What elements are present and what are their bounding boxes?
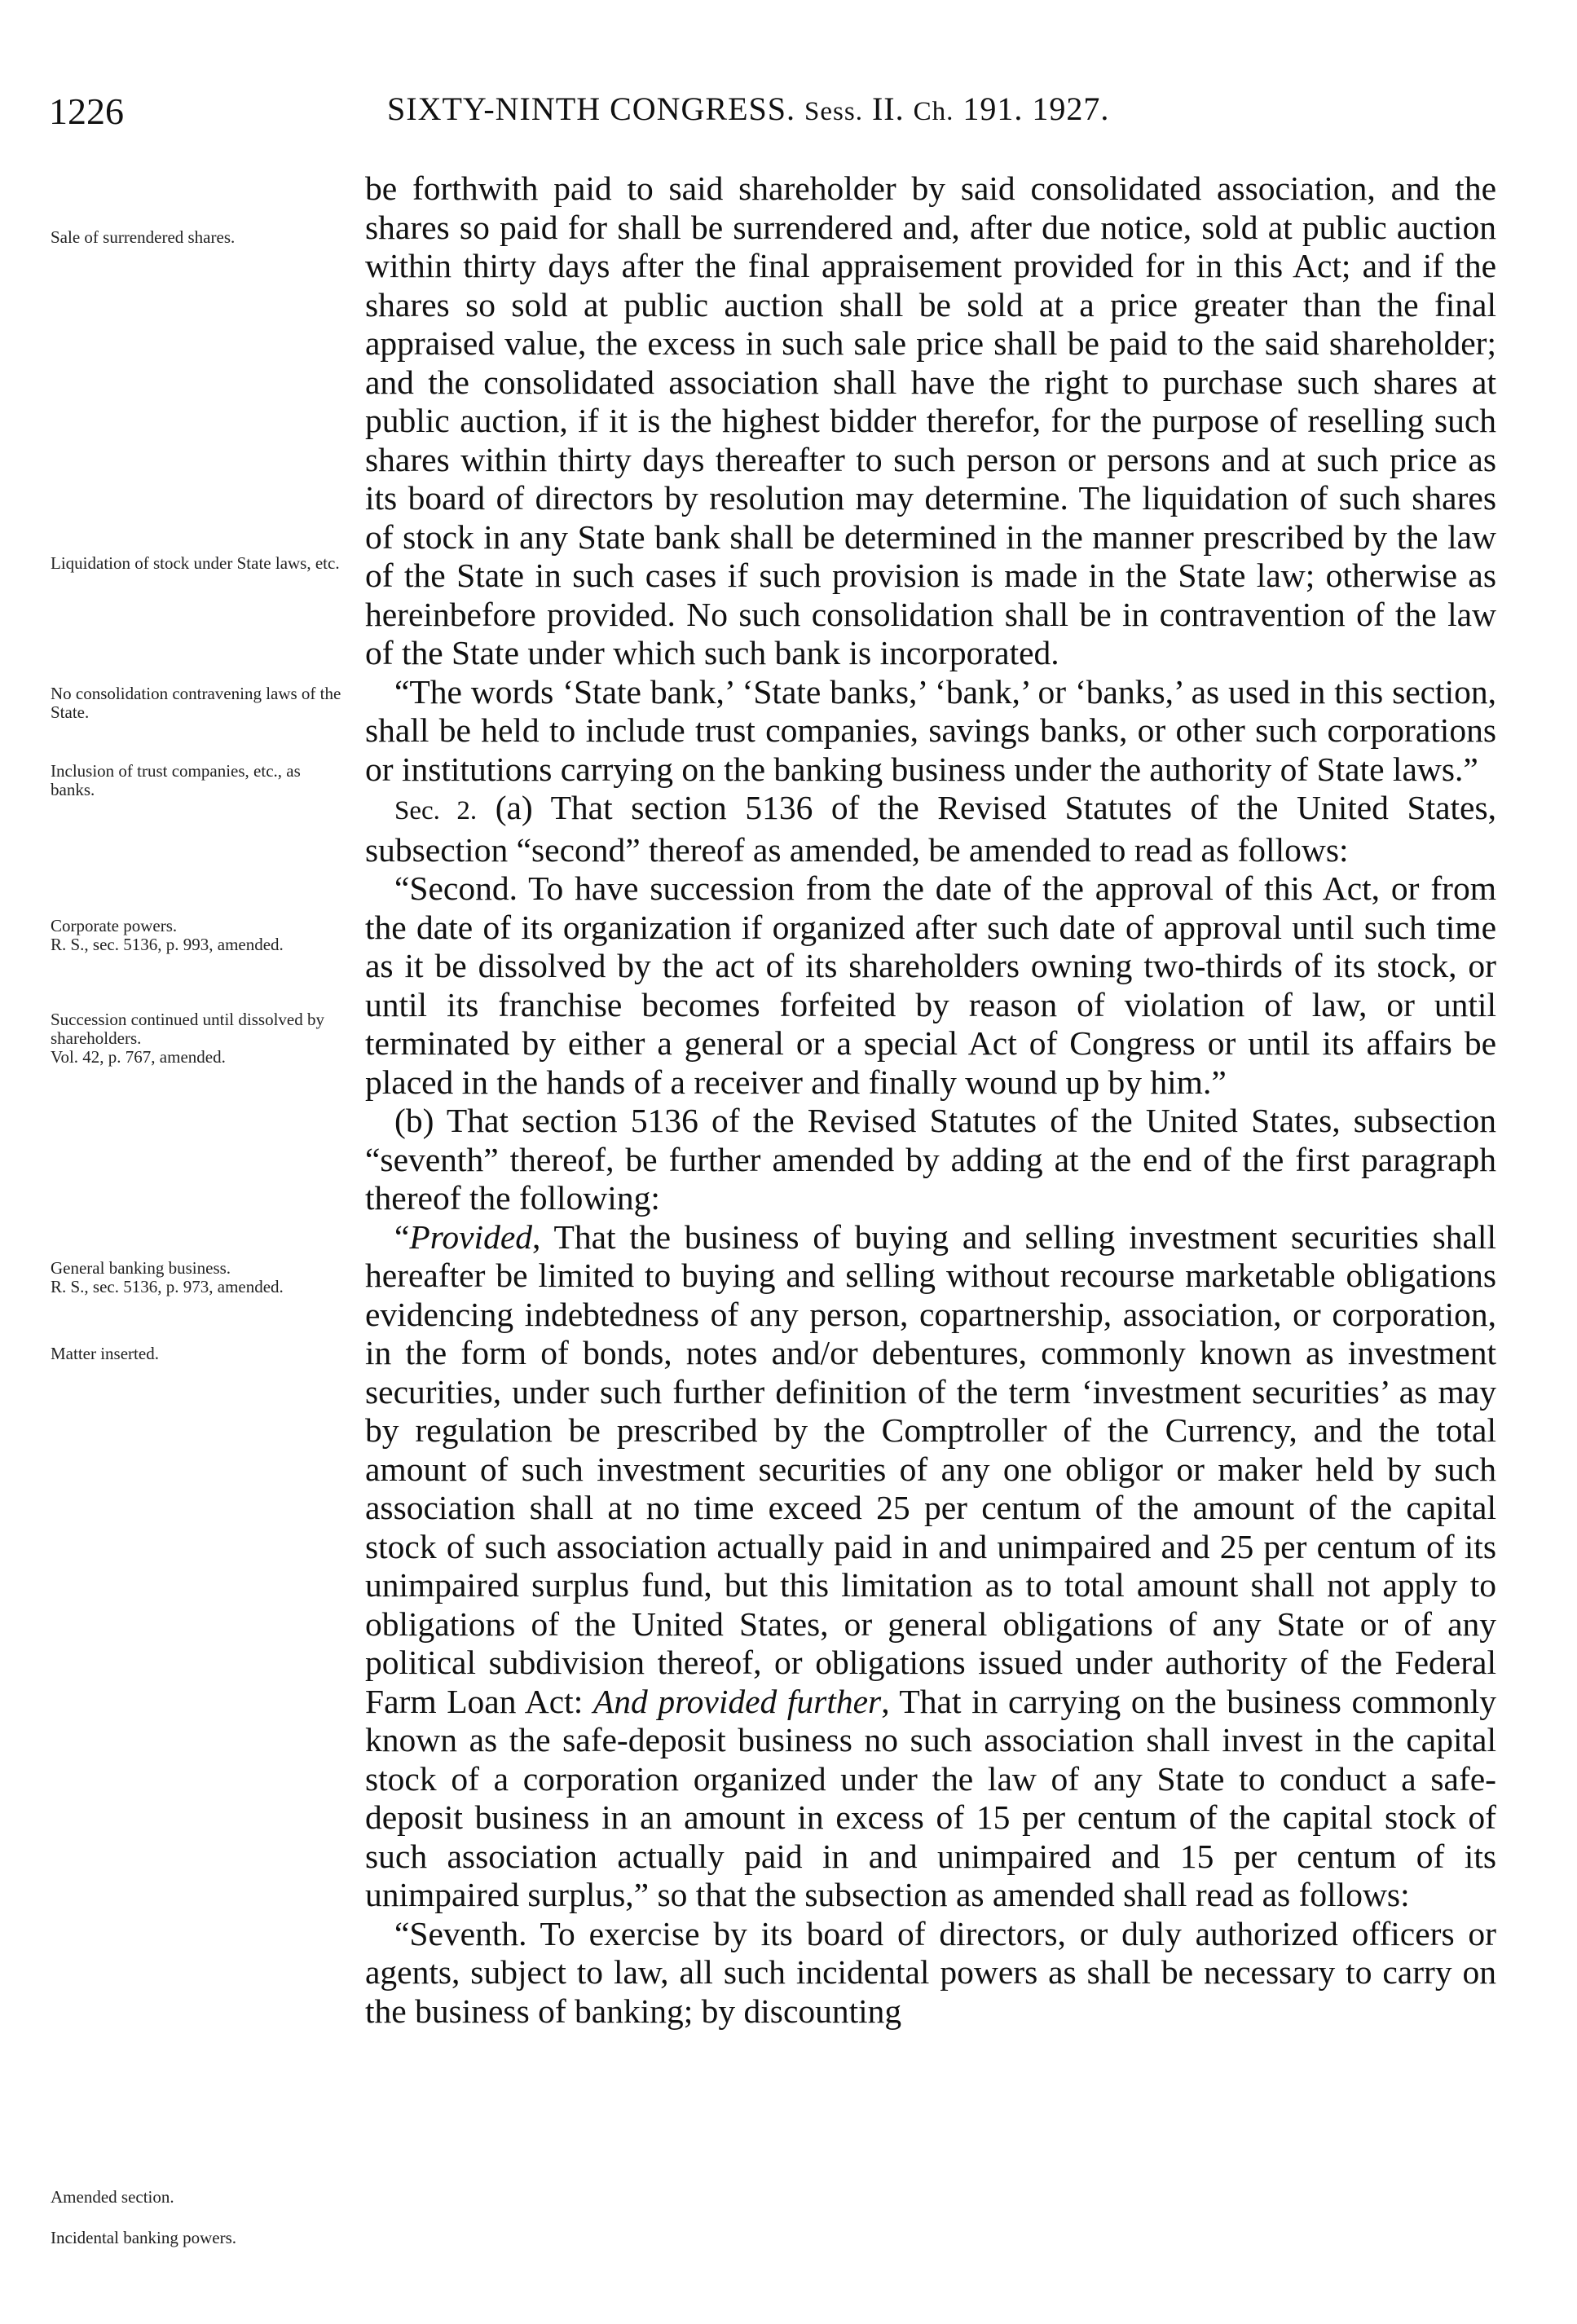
paragraph-section-2a: [365, 789, 1496, 869]
margin-note-ref: R. S., sec. 5136, p. 973, amended.: [51, 1277, 284, 1296]
margin-note-text: Sale of surrendered shares.: [51, 227, 236, 247]
margin-note-succession: [51, 1010, 342, 1067]
margin-note-text: Corporate powers.: [51, 916, 178, 935]
paragraph-proviso: [365, 1218, 1496, 1915]
proviso-text-b: , That in carrying on the business commonly known as the safe-deposit business no such association shall invest in the capital stock of a corporation organized under the law of any State to conduct a safe-deposit business in an amount in excess of 15 per centum of the capital stock of such association actually paid in and unimpaired and 15 per centum of its unimpaired surplus,” so that the subsection as amended shall read as follows:: [365, 1682, 1497, 1913]
paragraph-continued: be forthwith paid to said shareholder by said consolidated association, and the shares so paid for shall be surrendered and, after due notice, sold at public auction within thirty days after the final appraisement provided for in this Act; and if the shares so sold at public auction shall be sold at a price greater than the final appraised value, the excess in such sale price shall be paid to the said shareholder; and the consolidated association shall have the right to purchase such shares at public auction, if it is the highest bidder therefor, for the purpose of reselling such shares within thirty days thereafter to such person or persons and at such price as its board of directors by resolution may determine. The liquidation of such shares of stock in any State bank shall be determined in the manner prescribed by the law of the State in such cases if such provision is made in the State law; otherwise as hereinbefore provided. No such consolidation shall be in contravention of the law of the State under which such bank is incorporated.: [365, 169, 1496, 671]
margin-note-text: Incidental banking powers.: [51, 2228, 237, 2247]
margin-note-inclusion-trust: [51, 762, 342, 799]
section-label: Sec. 2.: [394, 796, 478, 825]
session-number: II.: [871, 90, 905, 127]
running-head-congress: SIXTY-NINTH CONGRESS.: [387, 90, 796, 127]
margin-note-sale-of-shares: [51, 228, 342, 247]
page-header: [49, 90, 1504, 139]
margin-note-text: Amended section.: [51, 2187, 174, 2207]
margin-note-incidental-powers: [51, 2229, 342, 2247]
paragraph-section-2b: (b) That section 5136 of the Revised Statutes of the United States, subsection “seventh” thereof, be further amended by adding at the end of the first paragraph thereof the following:: [365, 1102, 1496, 1217]
session-abbrev: Sess.: [804, 97, 863, 126]
chapter-abbrev: Ch.: [913, 97, 954, 126]
margin-note-text: Succession continued until dissolved by shareholders.: [51, 1010, 324, 1048]
provided-italic: Provided: [409, 1217, 533, 1256]
margin-note-liquidation: [51, 554, 342, 573]
paragraph-second: “Second. To have succession from the date of the approval of this Act, or from the date of its organization if organized after such date of approval until such time as it be dissolved by the act of its shareholders owning two-thirds of its stock, or until its franchise becomes forfeited by reason of violation of law, or until terminated by either a general or a special Act of Congress or until its affairs be placed in the hands of a receiver and finally wound up by him.”: [365, 869, 1496, 1101]
margin-note-matter-inserted: [51, 1345, 342, 1363]
margin-note-text: Inclusion of trust companies, etc., as banks.: [51, 761, 301, 799]
margin-note-text: No consolidation contravening laws of the State.: [51, 684, 341, 722]
margin-note-no-consolidation: [51, 684, 342, 722]
provided-further-italic: And provided further: [592, 1682, 882, 1720]
margin-note-ref: Vol. 42, p. 767, amended.: [51, 1047, 226, 1067]
section-2a-text: (a) That section 5136 of the Revised Statutes of the United States, subsection “second” thereof as amended, be amended to read as follows:: [365, 789, 1497, 869]
page-number: 1226: [49, 90, 124, 132]
margin-note-text: Matter inserted.: [51, 1344, 159, 1363]
paragraph-state-bank-definition: “The words ‘State bank,’ ‘State banks,’ ‘bank,’ or ‘banks,’ as used in this section, shall be held to include trust companies, savings banks, or other such corporations or institutions carrying on the banking business under the authority of State laws.”: [365, 672, 1496, 788]
proviso-open-quote: “: [394, 1217, 410, 1256]
margin-note-corporate-powers: [51, 917, 342, 954]
proviso-text-a: , That the business of buying and selling investment securities shall hereafter be limited to buying and selling without recourse marketable obligations evidencing indebtedness of any person, copartnership, association, or corporation, in the form of bonds, notes and/or debentures, commonly known as investment securities, under such further definition of the term ‘investment securities’ as may by regulation be prescribed by the Comptroller of the Currency, and the total amount of such investment securities of any one obligor or maker held by such association shall at no time exceed 25 per centum of the amount of the capital stock of such association actually paid in and unimpaired and 25 per centum of its unimpaired surplus fund, but this limitation as to total amount shall not apply to obligations of the United States, or general obligations of any State or of any political subdivision thereof, or obligations issued under authority of the Federal Farm Loan Act:: [365, 1217, 1496, 1720]
running-head: [387, 90, 1109, 128]
margin-note-amended-section: [51, 2188, 342, 2207]
statute-body: [365, 169, 1496, 2031]
margin-note-ref: R. S., sec. 5136, p. 993, amended.: [51, 935, 284, 954]
margin-note-general-banking: [51, 1259, 342, 1296]
year: 1927.: [1032, 90, 1110, 127]
chapter-number: 191.: [962, 90, 1024, 127]
margin-note-text: General banking business.: [51, 1258, 231, 1278]
margin-note-text: Liquidation of stock under State laws, etc.: [51, 553, 340, 573]
paragraph-seventh: “Seventh. To exercise by its board of directors, or duly authorized officers or agents, subject to law, all such incidental powers as shall be necessary to carry on the business of banking; by discounting: [365, 1914, 1496, 2030]
